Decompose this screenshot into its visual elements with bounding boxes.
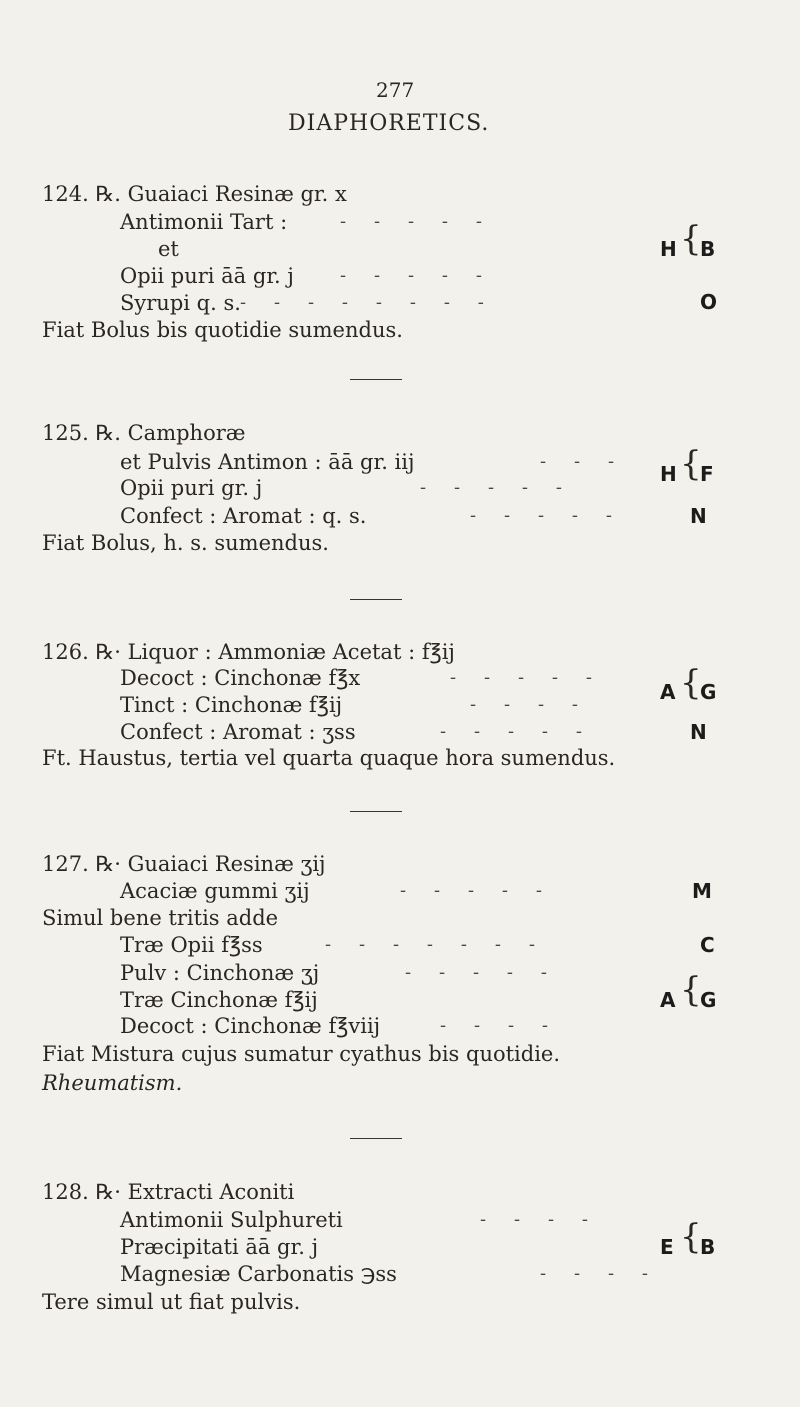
recipe-line: 124. ℞. Guaiaci Resinæ gr. x xyxy=(42,182,347,206)
brace-icon: { xyxy=(680,663,702,703)
page-heading: DIAPHORETICS. xyxy=(288,111,490,136)
recipe-line: Antimonii Tart : xyxy=(120,210,288,234)
code-letter: G xyxy=(700,680,717,704)
brace-icon: { xyxy=(680,444,702,484)
recipe-line: Confect : Aromat : ʒss xyxy=(120,720,356,744)
section-divider xyxy=(350,599,402,600)
code-letter: G xyxy=(700,988,717,1012)
code-letter: A xyxy=(660,680,676,704)
leader-dots: - - - - - xyxy=(340,211,483,232)
brace-icon: { xyxy=(680,1217,702,1257)
code-letter: H xyxy=(660,462,677,486)
recipe-line: Ft. Haustus, tertia vel quarta quaque hora sumendus. xyxy=(42,746,616,770)
recipe-line: Acaciæ gummi ʒij xyxy=(120,879,310,903)
recipe-line: Decoct : Cinchonæ f℥viij xyxy=(120,1014,381,1038)
leader-dots: - - - - xyxy=(470,694,579,715)
recipe-line: Syrupi q. s. xyxy=(120,291,241,315)
leader-dots: - - - - - xyxy=(420,477,563,498)
recipe-line: et Pulvis Antimon : āā gr. iij xyxy=(120,450,415,474)
recipe-line: Decoct : Cinchonæ f℥x xyxy=(120,666,361,690)
code-letter: O xyxy=(700,290,718,314)
recipe-line: Simul bene tritis adde xyxy=(42,906,279,930)
code-letter: F xyxy=(700,462,714,486)
recipe-line: et xyxy=(158,237,179,261)
recipe-line: 127. ℞· Guaiaci Resinæ ʒij xyxy=(42,852,326,876)
recipe-line: Træ Cinchonæ f℥ij xyxy=(120,988,318,1012)
leader-dots: - - - xyxy=(540,451,616,472)
brace-icon: { xyxy=(680,219,702,259)
leader-dots: - - - - - xyxy=(440,721,583,742)
brace-icon: { xyxy=(680,970,702,1010)
recipe-line: Opii puri gr. j xyxy=(120,476,263,500)
code-letter: N xyxy=(690,504,707,528)
recipe-line: Tinct : Cinchonæ f℥ij xyxy=(120,693,343,717)
section-title-rheumatism: Rheumatism. xyxy=(42,1071,183,1095)
recipe-line: 128. ℞· Extracti Aconiti xyxy=(42,1180,295,1204)
recipe-line: Tere simul ut fiat pulvis. xyxy=(42,1290,301,1314)
page-number: 277 xyxy=(376,78,415,102)
leader-dots: - - - - xyxy=(540,1263,649,1284)
recipe-line: Præcipitati āā gr. j xyxy=(120,1235,319,1259)
recipe-line: Fiat Bolus bis quotidie sumendus. xyxy=(42,318,403,342)
section-divider xyxy=(350,811,402,812)
recipe-line: Fiat Bolus, h. s. sumendus. xyxy=(42,531,329,555)
recipe-line: Antimonii Sulphureti xyxy=(120,1208,343,1232)
code-letter: A xyxy=(660,988,676,1012)
code-letter: H xyxy=(660,237,677,261)
leader-dots: - - - - - xyxy=(450,667,593,688)
recipe-line: Træ Opii f℥ss xyxy=(120,933,263,957)
recipe-line: Fiat Mistura cujus sumatur cyathus bis quotidie. xyxy=(42,1042,561,1066)
leader-dots: - - - - - xyxy=(470,505,613,526)
code-letter: M xyxy=(692,879,712,903)
code-letter: N xyxy=(690,720,707,744)
code-letter: E xyxy=(660,1235,674,1259)
recipe-line: 125. ℞. Camphoræ xyxy=(42,421,246,445)
leader-dots: - - - - - - - xyxy=(325,934,536,955)
section-divider xyxy=(350,379,402,380)
leader-dots: - - - - xyxy=(480,1209,589,1230)
recipe-line: Magnesiæ Carbonatis ℈ss xyxy=(120,1262,397,1286)
leader-dots: - - - - - xyxy=(405,962,548,983)
code-letter: B xyxy=(700,237,716,261)
leader-dots: - - - - - xyxy=(340,265,483,286)
recipe-line: Opii puri āā gr. j xyxy=(120,264,294,288)
recipe-line: 126. ℞· Liquor : Ammoniæ Acetat : f℥ij xyxy=(42,640,455,664)
recipe-line: Pulv : Cinchonæ ʒj xyxy=(120,961,320,985)
code-letter: B xyxy=(700,1235,716,1259)
leader-dots: - - - - - xyxy=(400,880,543,901)
recipe-line: Confect : Aromat : q. s. xyxy=(120,504,367,528)
section-divider xyxy=(350,1138,402,1139)
leader-dots: - - - - xyxy=(440,1015,549,1036)
leader-dots: - - - - - - - - xyxy=(240,292,485,313)
code-letter: C xyxy=(700,933,715,957)
